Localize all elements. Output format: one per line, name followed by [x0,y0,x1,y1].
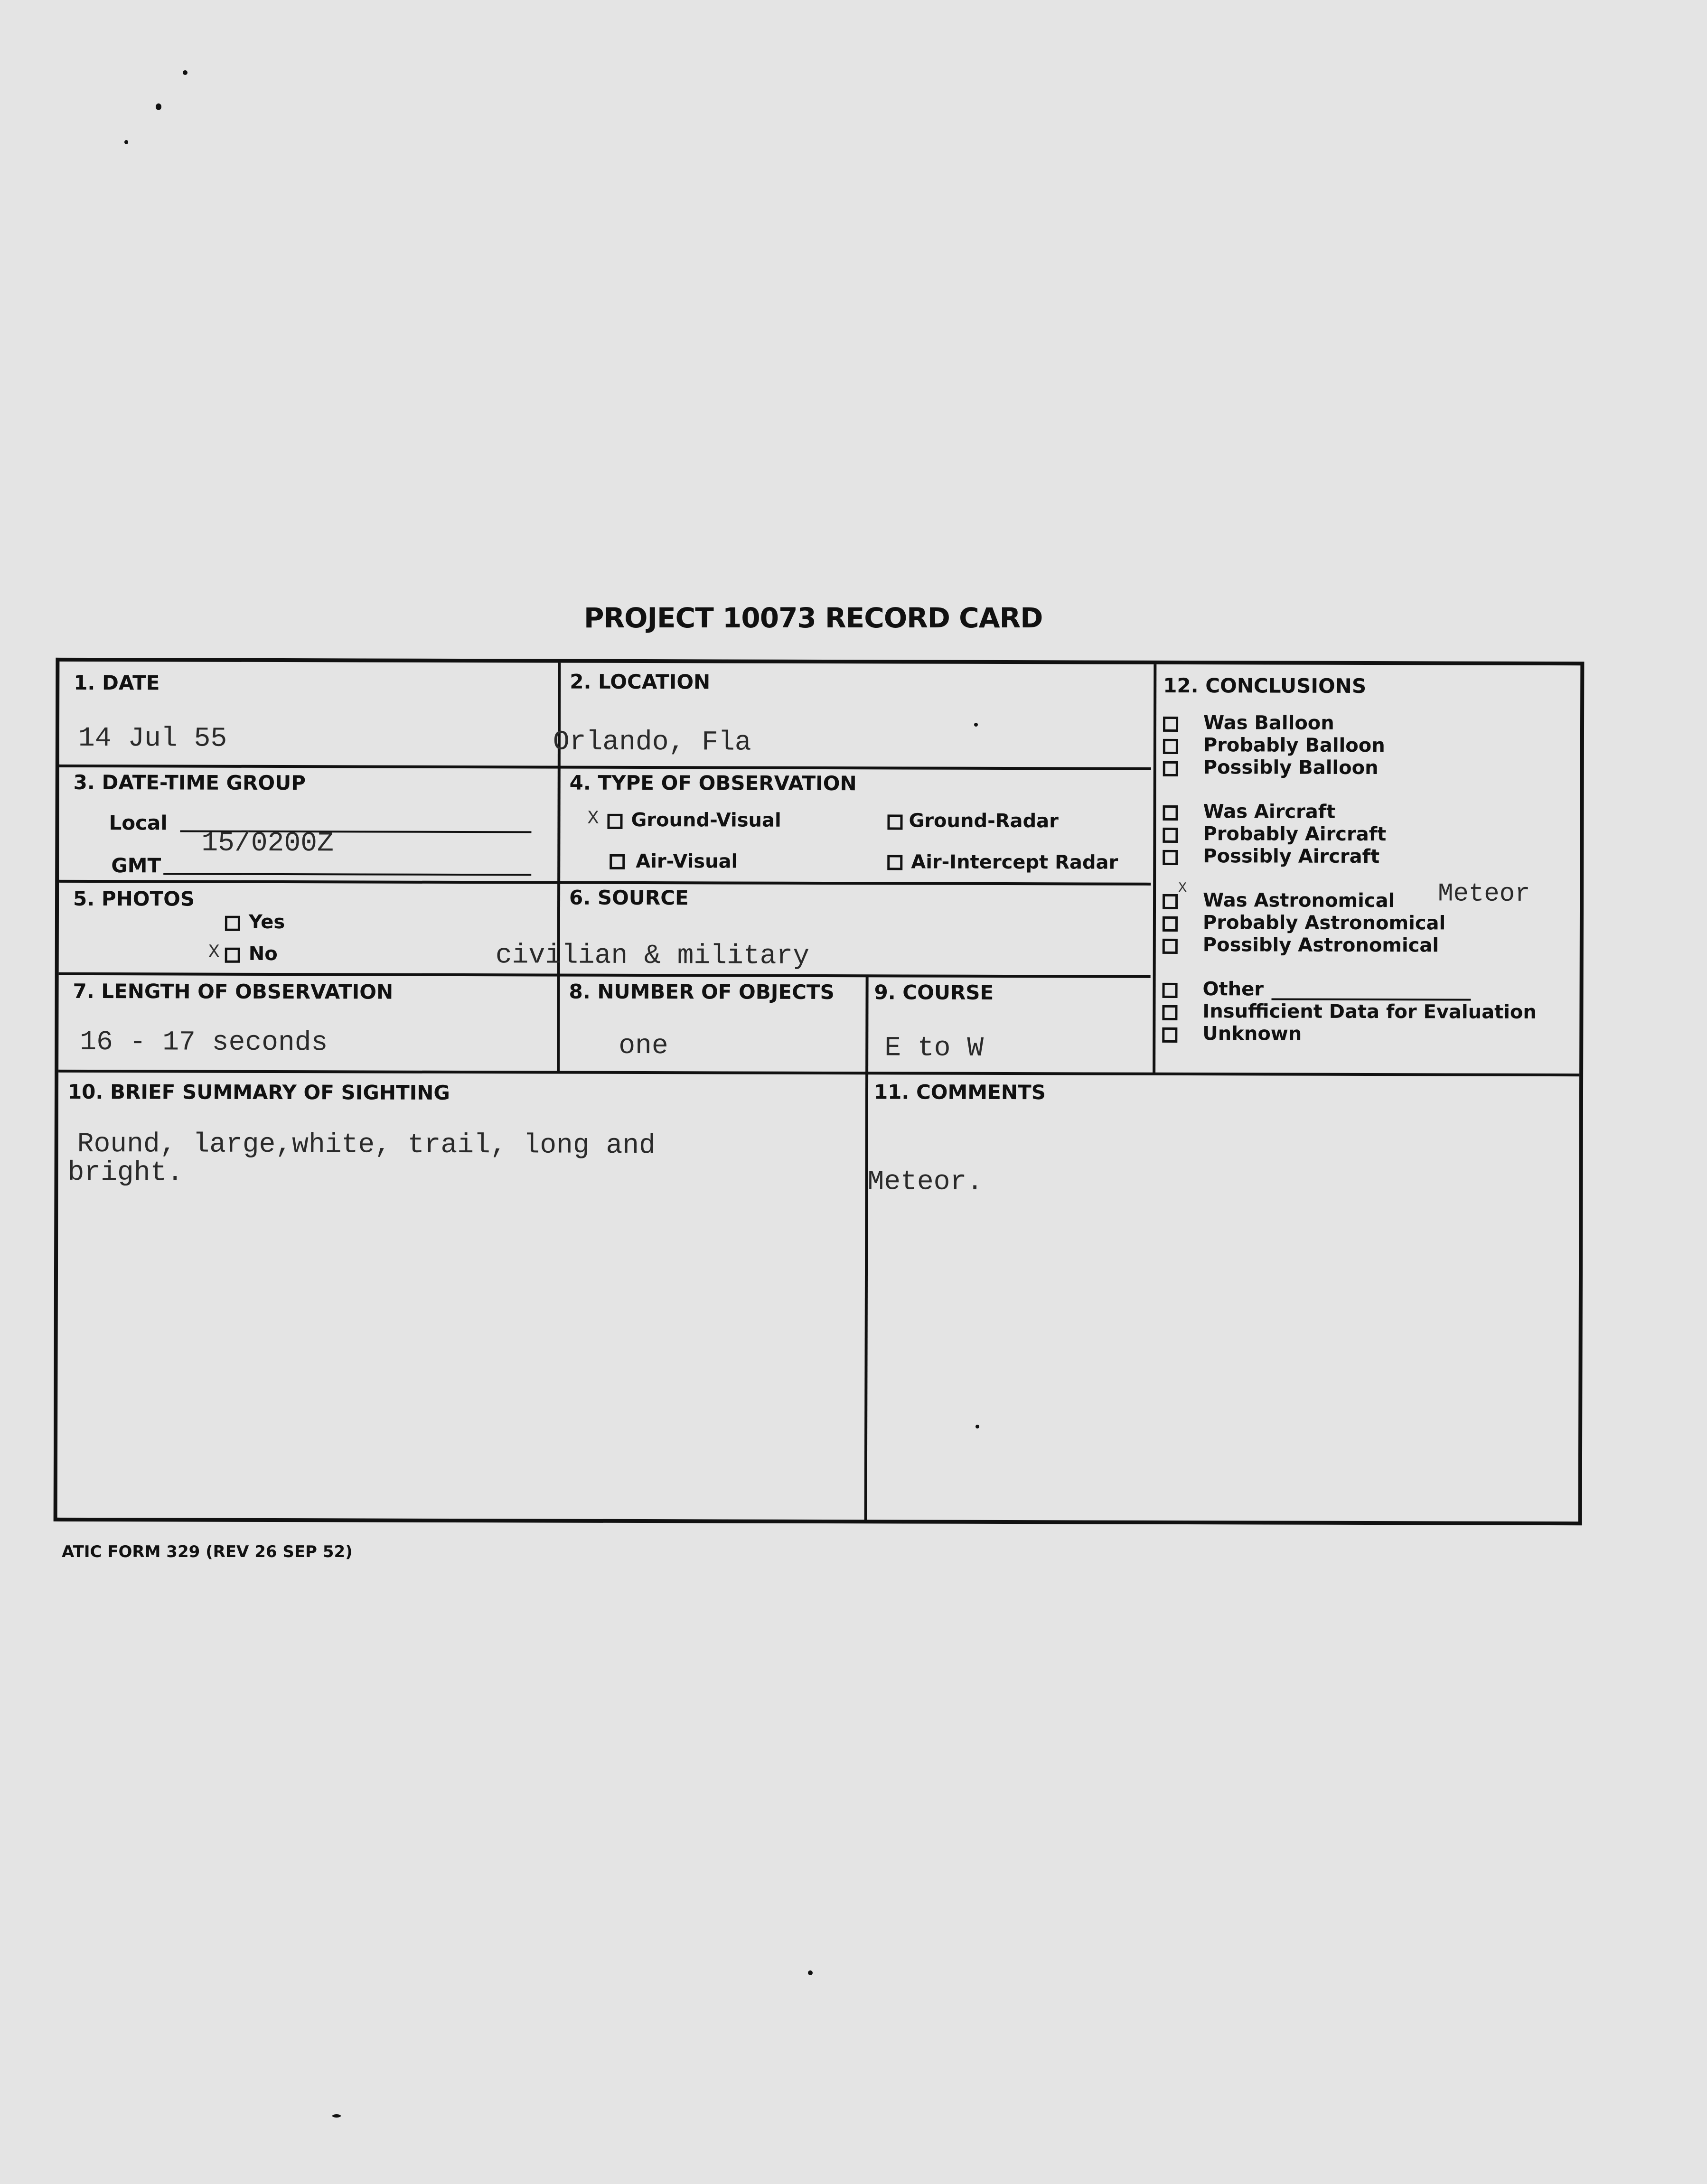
conclusion-checkbox[interactable] [1163,828,1178,843]
comments-value: Meteor. [867,1167,984,1198]
dtg-gmt-label: GMT [111,854,161,877]
card-title: PROJECT 10073 RECORD CARD [584,602,1043,634]
ground-radar-checkbox[interactable] [887,814,902,830]
rule-col-b [1153,664,1156,1073]
conclusion-checkbox[interactable] [1163,939,1178,954]
conclusion-other: Other [1202,978,1264,1000]
photos-label: 5. PHOTOS [73,887,195,911]
length-value: 16 - 17 seconds [80,1027,328,1059]
conclusions-label: 12. CONCLUSIONS [1163,673,1367,698]
ground-radar-option: Ground-Radar [909,810,1059,832]
rule-row1 [59,765,1151,770]
objects-label: 8. NUMBER OF OBJECTS [569,980,835,1004]
air-intercept-radar-checkbox[interactable] [887,855,902,870]
conclusion-checkbox[interactable] [1163,894,1178,909]
photos-no-option: No [248,943,278,965]
conclusion-probably-balloon: Probably Balloon [1203,734,1385,757]
conclusion-was-balloon: Was Balloon [1203,712,1334,734]
source-value: civilian & military [495,940,810,972]
dtg-label: 3. DATE-TIME GROUP [73,770,306,795]
ground-visual-option: Ground-Visual [631,809,781,831]
photos-no-mark: X [208,942,220,963]
rule-row3 [59,972,1151,978]
location-label: 2. LOCATION [570,670,711,694]
conclusion-possibly-astronomical: Possibly Astronomical [1202,934,1439,957]
conclusion-unknown: Unknown [1202,1023,1302,1045]
speck [332,2114,341,2118]
conclusion-was-aircraft: Was Aircraft [1203,801,1336,823]
comments-label: 11. COMMENTS [873,1080,1046,1104]
speck [124,140,128,144]
course-value: E to W [884,1033,984,1064]
conclusion-checkbox[interactable] [1163,850,1178,865]
air-visual-checkbox[interactable] [610,854,625,869]
summary-line2: bright. [67,1157,184,1189]
conclusion-checkbox[interactable] [1163,916,1178,932]
conclusion-possibly-aircraft: Possibly Aircraft [1203,845,1380,868]
rule-row4 [58,1070,1579,1076]
rule-col-c [864,977,869,1522]
conclusion-checkbox[interactable] [1162,1027,1177,1043]
summary-line1: Round, large,white, trail, long and [77,1129,656,1162]
photos-yes-checkbox[interactable] [225,916,240,931]
location-value: Orlando, Fla [553,727,751,758]
conclusion-insufficient-data: Insufficient Data for Evaluation [1202,1000,1537,1023]
conclusion-note: Meteor [1438,879,1530,909]
dtg-local-label: Local [109,811,168,835]
speck [183,70,188,75]
speck [156,103,161,110]
conclusion-probably-aircraft: Probably Aircraft [1203,823,1387,846]
course-label: 9. COURSE [874,980,994,1004]
ground-visual-mark: X [587,808,599,830]
conclusion-was-astronomical: Was Astronomical [1202,889,1395,912]
rule-row2 [59,880,1151,886]
conclusion-checkbox[interactable] [1162,1005,1177,1020]
rule-col-a [557,663,561,1072]
date-label: 1. DATE [74,671,160,695]
conclusion-probably-astronomical: Probably Astronomical [1202,912,1446,934]
length-label: 7. LENGTH OF OBSERVATION [73,979,394,1004]
photos-no-checkbox[interactable] [225,948,240,963]
conclusion-checkbox[interactable] [1163,739,1178,754]
observation-type-label: 4. TYPE OF OBSERVATION [569,771,857,795]
was-astronomical-mark: X [1178,880,1187,897]
form-id: ATIC FORM 329 (REV 26 SEP 52) [62,1542,353,1561]
summary-label: 10. BRIEF SUMMARY OF SIGHTING [67,1080,450,1104]
conclusion-checkbox[interactable] [1163,805,1178,821]
objects-value: one [619,1030,668,1062]
conclusion-checkbox[interactable] [1163,761,1178,776]
ground-visual-checkbox[interactable] [607,814,622,829]
dtg-gmt-line [163,873,531,876]
air-intercept-radar-option: Air-Intercept Radar [911,851,1118,874]
photos-yes-option: Yes [248,911,285,933]
air-visual-option: Air-Visual [636,850,738,873]
record-card [54,658,1585,1525]
date-value: 14 Jul 55 [78,723,227,755]
dtg-gmt-value: 15/0200Z [201,828,334,859]
speck [808,1970,813,1975]
conclusion-checkbox[interactable] [1163,983,1178,998]
source-label: 6. SOURCE [569,886,689,910]
conclusion-checkbox[interactable] [1163,717,1178,732]
conclusion-possibly-balloon: Possibly Balloon [1203,756,1379,779]
